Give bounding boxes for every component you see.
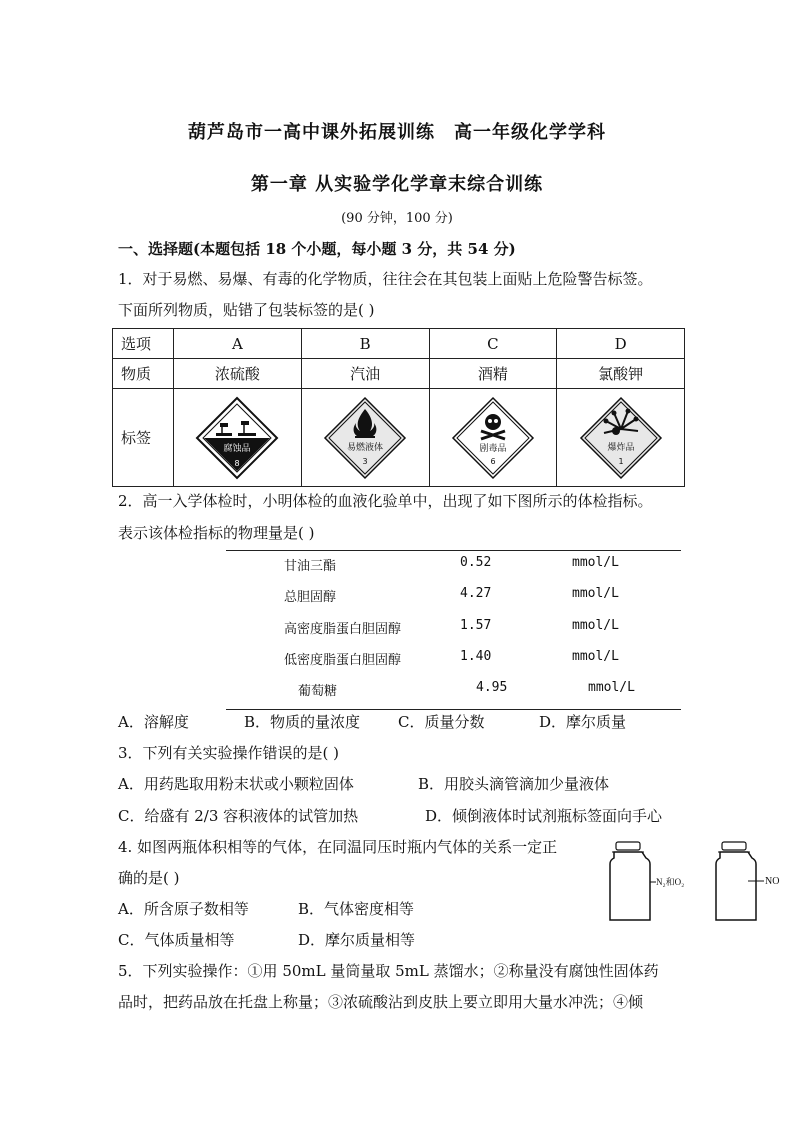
svg-text:易燃液体: 易燃液体 [347,442,384,453]
svg-text:1: 1 [618,456,624,466]
q3-stem: 3．下列有关实验操作错误的是( ) [118,744,340,762]
q2-choice-d: D．摩尔质量 [539,713,627,731]
q3-choice-c: C．给盛有 2/3 容积液体的试管加热 [118,807,359,825]
corrosive-icon [194,395,280,481]
svg-text:剧毒品: 剧毒品 [479,443,507,454]
table-row [113,329,685,359]
q2-choice-c: C．质量分数 [398,713,485,731]
table-row [113,389,685,487]
option-c: C [429,329,557,359]
table-row: 甘油三酯 0.52 mmol/L [284,555,619,574]
hazard-label-table [112,328,685,487]
q1-line1: 1．对于易燃、易爆、有毒的化学物质，往往会在其包装上面贴上危险警告标签。 [118,270,653,288]
svg-text:爆炸品: 爆炸品 [607,442,635,453]
q4-choice-d: D．摩尔质量相等 [298,931,416,949]
section-heading: 一、选择题(本题包括 18 个小题，每小题 3 分，共 54 分) [118,240,516,258]
q4-choice-a: A．所含原子数相等 [118,900,249,918]
svg-text:腐蚀品: 腐蚀品 [223,443,251,454]
q4-line2: 确的是( ) [118,869,180,887]
label-b [301,389,429,487]
q5-line1: 5．下列实验操作：①用 50mL 量筒量取 5mL 蒸馏水；②称量没有腐蚀性固体药 [118,962,659,980]
gas-bottle-right [712,840,792,924]
time-score-note: (90 分钟，100 分) [341,211,453,226]
table-row [113,359,685,389]
table-row: 高密度脂蛋白胆固醇 1.57 mmol/L [284,618,619,637]
q2-choice-a: A．溶解度 [118,713,189,731]
label-c [429,389,557,487]
row-header-label: 标签 [113,389,174,487]
option-a: A [174,329,302,359]
q4-line1: 4. 如图两瓶体积相等的气体，在同温同压时瓶内气体的关系一定正 [118,838,558,856]
chapter-title: 第一章 从实验学化学章末综合训练 [250,174,544,195]
q4-choice-b: B．气体密度相等 [298,900,415,918]
substance-a: 浓硫酸 [174,359,302,389]
option-d: D [557,329,685,359]
q3-choice-a: A．用药匙取用粉末状或小颗粒固体 [118,775,354,793]
explosion-icon [578,395,664,481]
table-row: 葡萄糖 4.95 mmol/L [298,680,635,699]
row-header-substance: 物质 [113,359,174,389]
substance-b: 汽油 [301,359,429,389]
label-a [174,389,302,487]
q3-choice-b: B．用胶头滴管滴加少量液体 [418,775,610,793]
skull-icon [450,395,536,481]
svg-text:3: 3 [362,456,368,466]
svg-text:NO: NO [765,876,780,887]
table-row: 总胆固醇 4.27 mmol/L [284,586,619,605]
q5-line2: 品时，把药品放在托盘上称量；③浓硫酸沾到皮肤上要立即用大量水冲洗；④倾 [118,993,644,1011]
document-title: 葫芦岛市一高中课外拓展训练 高一年级化学学科 [188,122,606,143]
table-row: 低密度脂蛋白胆固醇 1.40 mmol/L [284,649,619,668]
row-header-option: 选项 [113,329,174,359]
svg-text:8: 8 [234,458,240,468]
label-d [557,389,685,487]
flame-icon [322,395,408,481]
svg-text:N₂和O₂: N₂和O₂ [656,877,685,887]
svg-text:6: 6 [490,456,496,466]
q1-line2: 下面所列物质，贴错了包装标签的是( ) [118,301,375,319]
gas-bottle-left [606,840,696,924]
q4-choice-c: C．气体质量相等 [118,931,235,949]
q2-line2: 表示该体检指标的物理量是( ) [118,524,315,542]
q2-line1: 2．高一入学体检时，小明体检的血液化验单中，出现了如下图所示的体检指标。 [118,492,653,510]
q2-choice-b: B．物质的量浓度 [244,713,361,731]
substance-d: 氯酸钾 [557,359,685,389]
option-b: B [301,329,429,359]
substance-c: 酒精 [429,359,557,389]
q3-choice-d: D．倾倒液体时试剂瓶标签面向手心 [425,807,663,825]
